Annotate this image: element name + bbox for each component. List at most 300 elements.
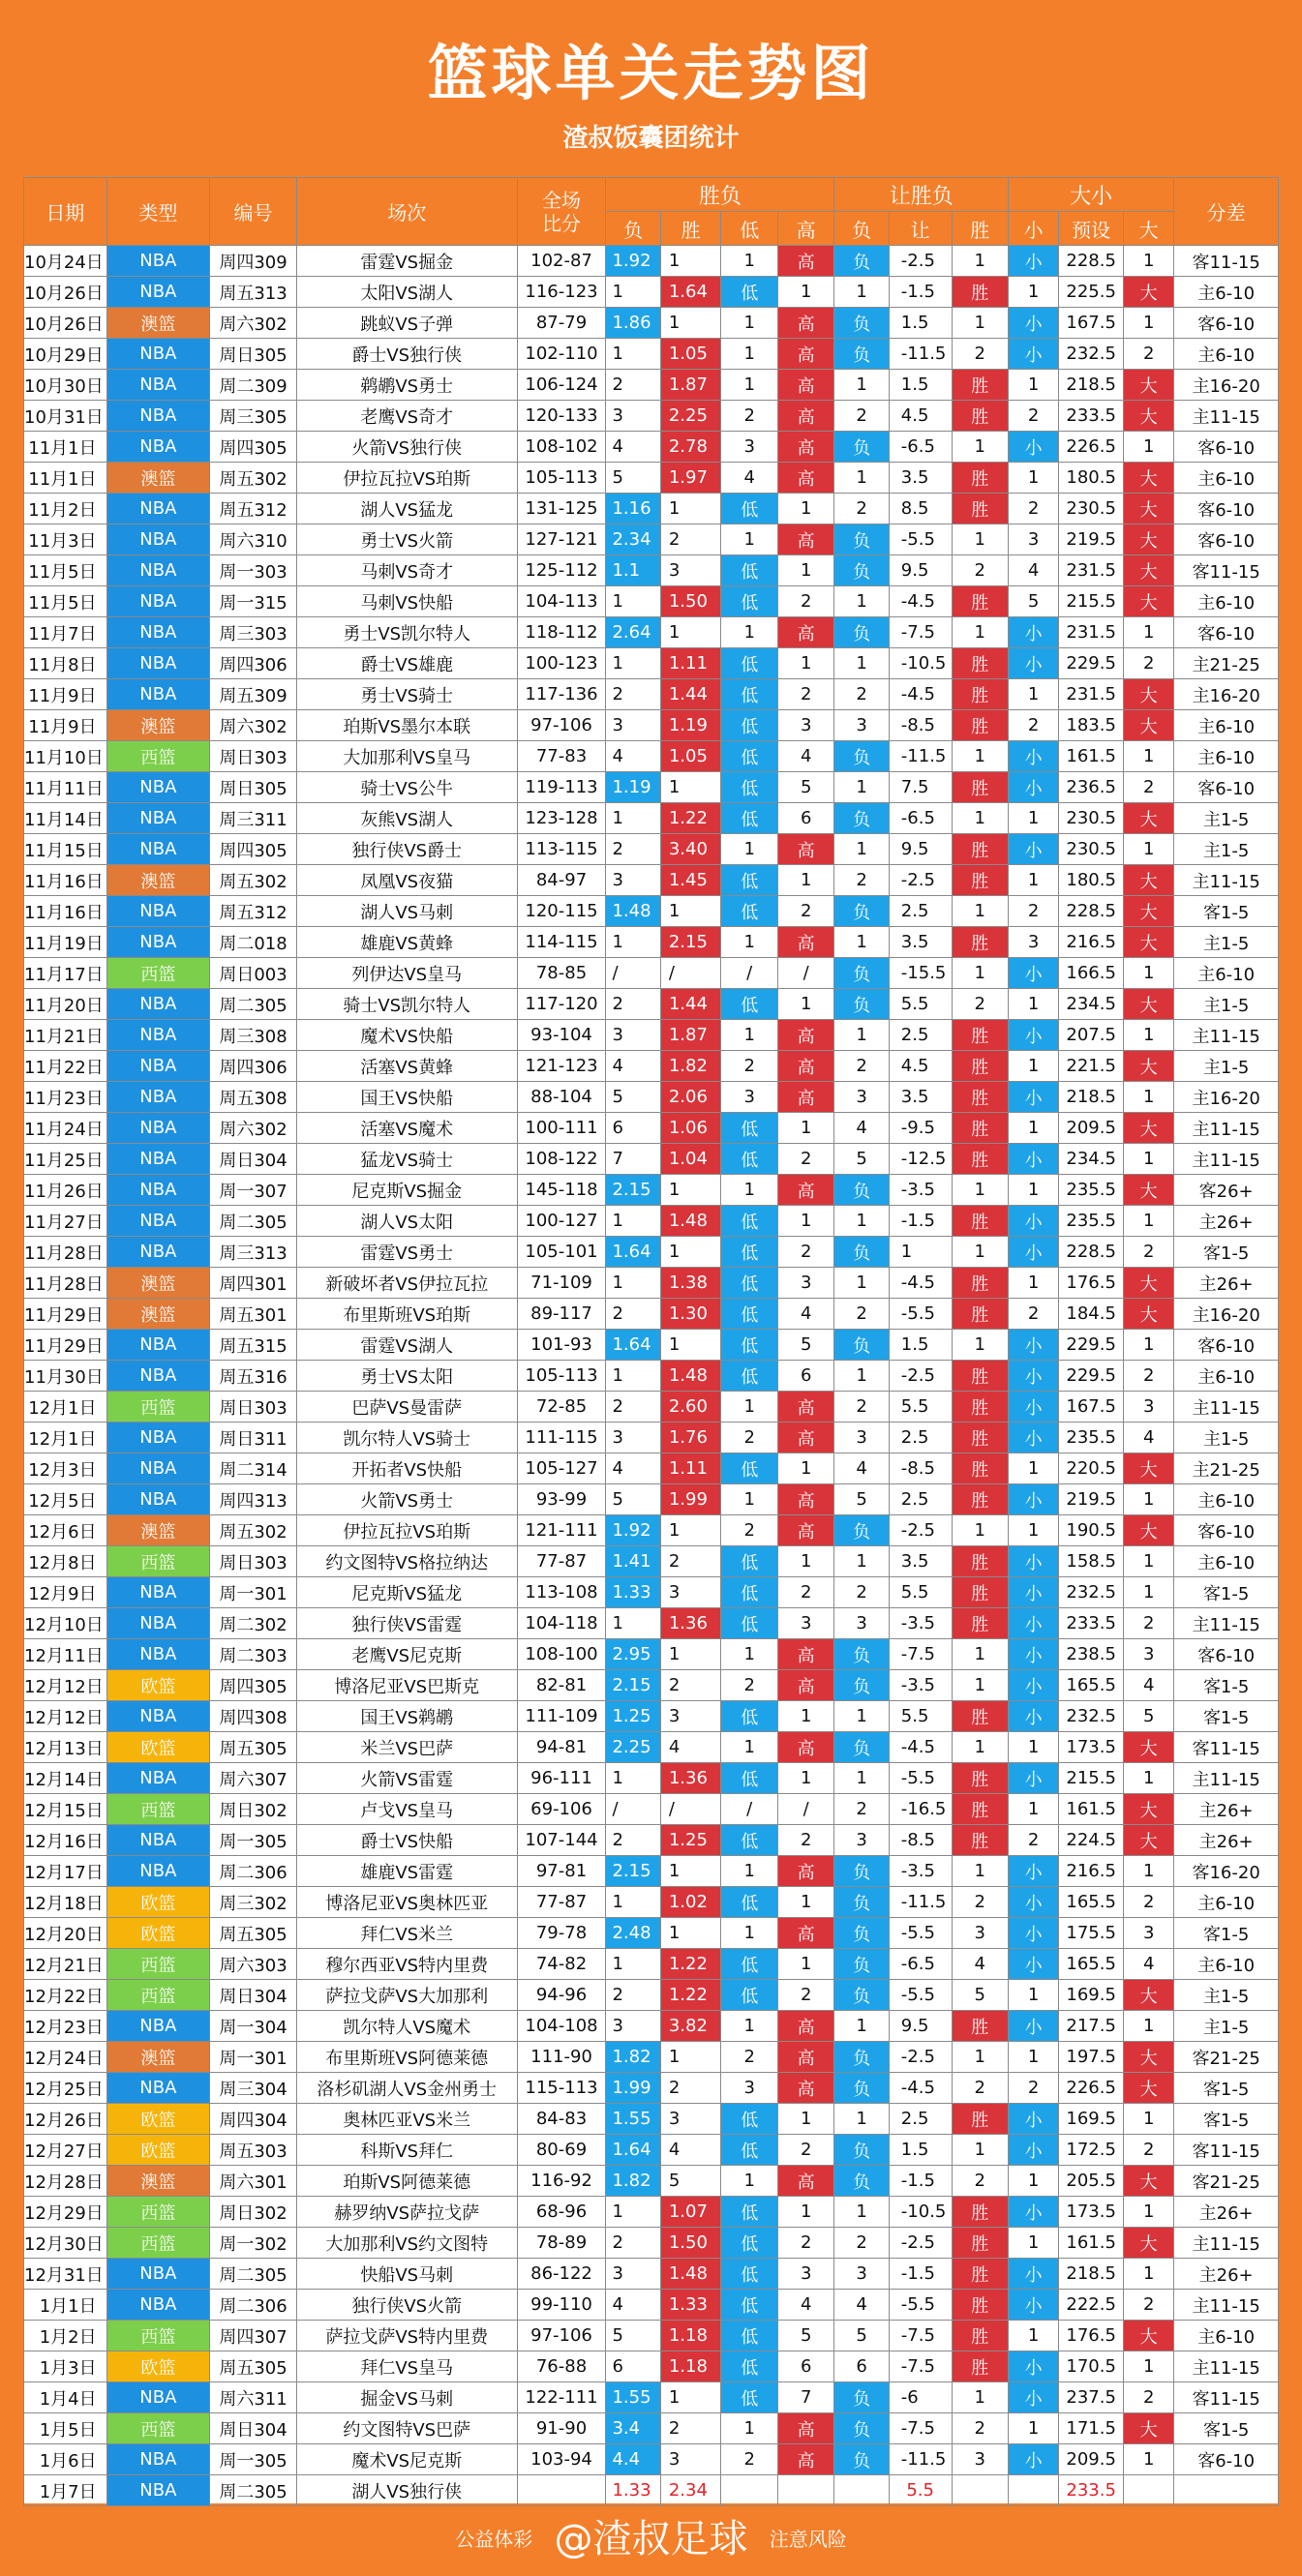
row-hcp-win: 1 xyxy=(952,803,1009,834)
row-win-high: 高 xyxy=(777,1670,833,1701)
row-win-high: 6 xyxy=(777,1361,833,1392)
row-match: 独行侠VS爵士 xyxy=(296,834,517,865)
row-type: 澳篮 xyxy=(106,463,210,494)
row-margin: 主6-10 xyxy=(1174,958,1279,989)
pending-empty-low xyxy=(721,2475,777,2506)
row-margin: 主21-25 xyxy=(1174,648,1279,679)
row-code: 周二018 xyxy=(210,927,297,958)
row-code: 周一302 xyxy=(210,2228,297,2259)
row-ou-small: 小 xyxy=(1009,2197,1059,2228)
row-win-win: 1.36 xyxy=(660,1608,721,1639)
row-code: 周四305 xyxy=(210,834,297,865)
row-margin: 主26+ xyxy=(1174,2197,1279,2228)
row-win-high: 1 xyxy=(777,1701,833,1732)
row-match: 尼克斯VS猛龙 xyxy=(296,1577,517,1608)
row-code: 周二309 xyxy=(210,370,297,401)
row-hcp-lose: 2 xyxy=(834,1794,889,1825)
row-win-high: 5 xyxy=(777,1330,833,1361)
row-ou-big: 2 xyxy=(1124,2290,1174,2321)
row-ou-big: 3 xyxy=(1124,1392,1174,1423)
row-win-high: 高 xyxy=(777,1639,833,1670)
row-win-lose: 5 xyxy=(606,2321,660,2351)
row-margin: 客26+ xyxy=(1174,1175,1279,1206)
row-ou-line: 228.5 xyxy=(1059,1237,1124,1268)
row-hcp-win: 胜 xyxy=(952,1113,1009,1144)
row-hcp-line: 1.5 xyxy=(889,308,952,339)
row-ou-line: 216.5 xyxy=(1059,927,1124,958)
row-ou-small: 小 xyxy=(1009,1546,1059,1577)
row-date: 11月1日 xyxy=(24,432,107,463)
row-date: 10月24日 xyxy=(24,246,107,277)
row-win-high: 2 xyxy=(777,2135,833,2166)
header-win-win: 胜 xyxy=(660,212,721,246)
row-hcp-win: 2 xyxy=(952,2073,1009,2104)
row-ou-line: 158.5 xyxy=(1059,1546,1124,1577)
pending-type: NBA xyxy=(106,2475,210,2506)
row-hcp-win: 胜 xyxy=(952,1144,1009,1175)
row-type: 澳篮 xyxy=(106,710,210,741)
row-hcp-lose: 负 xyxy=(834,958,889,989)
row-code: 周三303 xyxy=(210,617,297,648)
row-date: 12月8日 xyxy=(24,1546,107,1577)
row-win-low: 低 xyxy=(721,1299,777,1330)
row-ou-small: 小 xyxy=(1009,1608,1059,1639)
row-code: 周五305 xyxy=(210,1732,297,1763)
row-date: 11月28日 xyxy=(24,1237,107,1268)
row-ou-big: 5 xyxy=(1124,1701,1174,1732)
row-hcp-lose: 1 xyxy=(834,1206,889,1237)
row-win-high: 高 xyxy=(777,2073,833,2104)
row-hcp-line: 4.5 xyxy=(889,1051,952,1082)
row-match: 萨拉戈萨VS特内里费 xyxy=(296,2321,517,2351)
pending-empty-margin xyxy=(1174,2475,1279,2506)
row-code: 周四301 xyxy=(210,1268,297,1299)
row-date: 11月3日 xyxy=(24,524,107,555)
row-date: 12月10日 xyxy=(24,1608,107,1639)
table-row xyxy=(24,1392,1279,1423)
row-score: 145-118 xyxy=(517,1175,606,1206)
row-win-win: 2 xyxy=(660,524,721,555)
row-ou-big: 大 xyxy=(1124,494,1174,524)
row-hcp-line: -11.5 xyxy=(889,339,952,370)
row-hcp-line: -11.5 xyxy=(889,1887,952,1918)
row-type: 澳篮 xyxy=(106,1515,210,1546)
row-ou-small: 小 xyxy=(1009,2104,1059,2135)
row-ou-big: 2 xyxy=(1124,2382,1174,2413)
row-ou-line: 209.5 xyxy=(1059,2444,1124,2475)
row-win-low: 1 xyxy=(721,2413,777,2444)
row-hcp-win: 胜 xyxy=(952,710,1009,741)
row-ou-big: 2 xyxy=(1124,1608,1174,1639)
table-row xyxy=(24,2042,1279,2073)
row-win-low: 低 xyxy=(721,1237,777,1268)
row-code: 周三313 xyxy=(210,1237,297,1268)
row-margin: 主1-5 xyxy=(1174,989,1279,1020)
row-win-win: 1 xyxy=(660,1515,721,1546)
row-win-win: / xyxy=(660,958,721,989)
row-ou-small: 小 xyxy=(1009,1392,1059,1423)
row-type: NBA xyxy=(106,1144,210,1175)
row-hcp-win: 5 xyxy=(952,1980,1009,2011)
row-ou-small: 小 xyxy=(1009,2011,1059,2042)
row-ou-big: 大 xyxy=(1124,803,1174,834)
row-win-lose: 1.41 xyxy=(606,1546,660,1577)
row-date: 11月23日 xyxy=(24,1082,107,1113)
row-hcp-line: -2.5 xyxy=(889,2228,952,2259)
row-hcp-win: 胜 xyxy=(952,927,1009,958)
row-margin: 主6-10 xyxy=(1174,1887,1279,1918)
row-ou-small: 小 xyxy=(1009,1484,1059,1515)
row-hcp-win: 1 xyxy=(952,896,1009,927)
row-ou-line: 171.5 xyxy=(1059,2413,1124,2444)
row-match: 赫罗纳VS萨拉戈萨 xyxy=(296,2197,517,2228)
row-ou-small: 1 xyxy=(1009,463,1059,494)
row-code: 周一304 xyxy=(210,2011,297,2042)
row-hcp-win: 1 xyxy=(952,246,1009,277)
row-win-lose: 1 xyxy=(606,2197,660,2228)
row-ou-big: 大 xyxy=(1124,2413,1174,2444)
row-match: 列伊达VS皇马 xyxy=(296,958,517,989)
row-margin: 客6-10 xyxy=(1174,1639,1279,1670)
row-margin: 主11-15 xyxy=(1174,1113,1279,1144)
row-hcp-win: 2 xyxy=(952,555,1009,586)
row-ou-line: 232.5 xyxy=(1059,1577,1124,1608)
row-date: 11月16日 xyxy=(24,865,107,896)
table-row xyxy=(24,1361,1279,1392)
row-date: 11月25日 xyxy=(24,1144,107,1175)
row-type: NBA xyxy=(106,1206,210,1237)
row-ou-small: 1 xyxy=(1009,1732,1059,1763)
row-ou-small: 小 xyxy=(1009,1330,1059,1361)
row-hcp-line: -6.5 xyxy=(889,803,952,834)
row-match: 鹈鹕VS勇士 xyxy=(296,370,517,401)
row-win-high: 5 xyxy=(777,772,833,803)
row-ou-small: 5 xyxy=(1009,586,1059,617)
row-match: 珀斯VS阿德莱德 xyxy=(296,2166,517,2197)
row-hcp-lose: 1 xyxy=(834,370,889,401)
row-hcp-lose: 1 xyxy=(834,2011,889,2042)
row-hcp-line: 2.5 xyxy=(889,896,952,927)
row-ou-line: 172.5 xyxy=(1059,2135,1124,2166)
row-ou-big: 大 xyxy=(1124,370,1174,401)
row-date: 12月11日 xyxy=(24,1639,107,1670)
row-ou-small: 小 xyxy=(1009,1763,1059,1794)
row-hcp-win: 胜 xyxy=(952,1763,1009,1794)
row-win-lose: 7 xyxy=(606,1144,660,1175)
row-ou-big: 4 xyxy=(1124,1949,1174,1980)
row-date: 10月29日 xyxy=(24,339,107,370)
row-win-high: 高 xyxy=(777,1515,833,1546)
row-hcp-lose: 1 xyxy=(834,1546,889,1577)
row-ou-big: 3 xyxy=(1124,1639,1174,1670)
row-win-high: 高 xyxy=(777,1732,833,1763)
row-type: NBA xyxy=(106,246,210,277)
row-ou-small: 2 xyxy=(1009,494,1059,524)
row-date: 11月28日 xyxy=(24,1268,107,1299)
row-hcp-win: 胜 xyxy=(952,1453,1009,1484)
row-code: 周四304 xyxy=(210,2104,297,2135)
table-row xyxy=(24,2166,1279,2197)
row-margin: 客21-25 xyxy=(1174,2042,1279,2073)
row-win-high: 1 xyxy=(777,1887,833,1918)
row-match: 洛杉矶湖人VS金州勇士 xyxy=(296,2073,517,2104)
row-ou-big: 大 xyxy=(1124,1175,1174,1206)
pending-match: 湖人VS独行侠 xyxy=(296,2475,517,2506)
row-hcp-lose: 负 xyxy=(834,524,889,555)
row-win-win: 1 xyxy=(660,617,721,648)
row-match: 大加那利VS约文图特 xyxy=(296,2228,517,2259)
row-date: 11月5日 xyxy=(24,555,107,586)
row-win-high: / xyxy=(777,1794,833,1825)
row-hcp-lose: 负 xyxy=(834,617,889,648)
row-type: NBA xyxy=(106,1856,210,1887)
row-ou-small: 小 xyxy=(1009,1361,1059,1392)
row-win-lose: 2 xyxy=(606,1980,660,2011)
row-ou-small: 小 xyxy=(1009,339,1059,370)
table-row xyxy=(24,989,1279,1020)
row-match: 灰熊VS湖人 xyxy=(296,803,517,834)
row-win-high: 高 xyxy=(777,1175,833,1206)
row-date: 12月15日 xyxy=(24,1794,107,1825)
row-margin: 主26+ xyxy=(1174,1794,1279,1825)
header-win-low: 低 xyxy=(721,212,777,246)
row-hcp-lose: 负 xyxy=(834,246,889,277)
row-hcp-line: -11.5 xyxy=(889,741,952,772)
row-type: NBA xyxy=(106,1577,210,1608)
row-score: 123-128 xyxy=(517,803,606,834)
row-win-high: 高 xyxy=(777,1918,833,1949)
row-ou-small: 1 xyxy=(1009,1113,1059,1144)
row-ou-big: 大 xyxy=(1124,1515,1174,1546)
row-ou-big: 2 xyxy=(1124,772,1174,803)
table-row xyxy=(24,2413,1279,2444)
row-ou-line: 224.5 xyxy=(1059,1825,1124,1856)
row-ou-small: 小 xyxy=(1009,617,1059,648)
row-win-win: 1.18 xyxy=(660,2321,721,2351)
row-win-lose: 2.64 xyxy=(606,617,660,648)
row-score: 102-87 xyxy=(517,246,606,277)
row-win-lose: / xyxy=(606,1794,660,1825)
row-ou-line: 229.5 xyxy=(1059,1361,1124,1392)
row-hcp-line: 1 xyxy=(889,1237,952,1268)
row-ou-small: 小 xyxy=(1009,741,1059,772)
row-ou-big: 1 xyxy=(1124,834,1174,865)
row-win-lose: 1.92 xyxy=(606,246,660,277)
row-win-low: 低 xyxy=(721,803,777,834)
row-date: 1月2日 xyxy=(24,2321,107,2351)
row-win-high: 1 xyxy=(777,648,833,679)
row-win-win: 2.25 xyxy=(660,401,721,432)
row-ou-big: 1 xyxy=(1124,2197,1174,2228)
row-margin: 主11-15 xyxy=(1174,2290,1279,2321)
row-win-high: 6 xyxy=(777,803,833,834)
row-win-lose: 2.48 xyxy=(606,1918,660,1949)
row-code: 周二305 xyxy=(210,989,297,1020)
row-hcp-lose: 6 xyxy=(834,2351,889,2382)
row-hcp-win: 1 xyxy=(952,1175,1009,1206)
row-type: NBA xyxy=(106,648,210,679)
pending-empty-high xyxy=(777,2475,833,2506)
row-match: 奥林匹亚VS米兰 xyxy=(296,2104,517,2135)
row-hcp-line: -6.5 xyxy=(889,1949,952,1980)
row-win-low: 1 xyxy=(721,2166,777,2197)
row-date: 11月26日 xyxy=(24,1175,107,1206)
row-date: 12月13日 xyxy=(24,1732,107,1763)
row-match: 爵士VS独行侠 xyxy=(296,339,517,370)
row-code: 周五302 xyxy=(210,463,297,494)
row-hcp-line: 9.5 xyxy=(889,555,952,586)
row-win-high: / xyxy=(777,958,833,989)
row-date: 11月9日 xyxy=(24,679,107,710)
row-type: NBA xyxy=(106,277,210,308)
row-ou-big: 1 xyxy=(1124,2011,1174,2042)
row-hcp-lose: 1 xyxy=(834,1763,889,1794)
row-score: 68-96 xyxy=(517,2197,606,2228)
row-ou-small: 1 xyxy=(1009,370,1059,401)
row-win-lose: 1 xyxy=(606,927,660,958)
row-ou-line: 219.5 xyxy=(1059,524,1124,555)
row-code: 周五313 xyxy=(210,277,297,308)
row-win-low: 1 xyxy=(721,2011,777,2042)
row-win-lose: 3 xyxy=(606,401,660,432)
row-ou-small: 1 xyxy=(1009,1175,1059,1206)
row-hcp-lose: 2 xyxy=(834,494,889,524)
row-win-win: 1.02 xyxy=(660,1887,721,1918)
row-win-low: 1 xyxy=(721,370,777,401)
row-win-high: 高 xyxy=(777,1392,833,1423)
row-score: 116-123 xyxy=(517,277,606,308)
row-score: 79-78 xyxy=(517,1918,606,1949)
row-ou-big: 大 xyxy=(1124,2321,1174,2351)
row-win-high: 1 xyxy=(777,1949,833,1980)
row-hcp-lose: 负 xyxy=(834,2135,889,2166)
row-ou-small: 小 xyxy=(1009,308,1059,339)
row-hcp-lose: 5 xyxy=(834,1144,889,1175)
row-ou-line: 237.5 xyxy=(1059,2382,1124,2413)
row-hcp-line: 5.5 xyxy=(889,1701,952,1732)
row-hcp-lose: 1 xyxy=(834,277,889,308)
row-hcp-line: 2.5 xyxy=(889,1020,952,1051)
row-hcp-win: 3 xyxy=(952,1918,1009,1949)
row-win-win: 1.07 xyxy=(660,2197,721,2228)
row-type: NBA xyxy=(106,1825,210,1856)
row-match: 火箭VS雷霆 xyxy=(296,1763,517,1794)
row-hcp-lose: 负 xyxy=(834,1918,889,1949)
row-score: 84-97 xyxy=(517,865,606,896)
row-hcp-line: -3.5 xyxy=(889,1856,952,1887)
row-type: 西篮 xyxy=(106,1392,210,1423)
row-ou-line: 234.5 xyxy=(1059,989,1124,1020)
row-hcp-win: 2 xyxy=(952,2166,1009,2197)
row-win-win: 3 xyxy=(660,1701,721,1732)
row-win-win: 2.15 xyxy=(660,927,721,958)
row-win-win: 1 xyxy=(660,2042,721,2073)
row-type: NBA xyxy=(106,834,210,865)
row-ou-big: 1 xyxy=(1124,1330,1174,1361)
row-score: 104-118 xyxy=(517,1608,606,1639)
row-hcp-lose: 负 xyxy=(834,1330,889,1361)
row-hcp-line: 3.5 xyxy=(889,1082,952,1113)
pending-handicap: 5.5 xyxy=(889,2475,952,2506)
row-ou-line: 161.5 xyxy=(1059,2228,1124,2259)
row-date: 11月30日 xyxy=(24,1361,107,1392)
row-margin: 主6-10 xyxy=(1174,586,1279,617)
row-win-low: 低 xyxy=(721,710,777,741)
row-match: 卢戈VS皇马 xyxy=(296,1794,517,1825)
row-hcp-line: 7.5 xyxy=(889,772,952,803)
row-match: 老鹰VS奇才 xyxy=(296,401,517,432)
row-win-low: 低 xyxy=(721,1113,777,1144)
row-hcp-lose: 2 xyxy=(834,679,889,710)
row-ou-small: 小 xyxy=(1009,1639,1059,1670)
row-ou-line: 232.5 xyxy=(1059,1701,1124,1732)
row-date: 12月31日 xyxy=(24,2259,107,2290)
row-hcp-win: 胜 xyxy=(952,370,1009,401)
row-date: 11月9日 xyxy=(24,710,107,741)
row-win-high: 高 xyxy=(777,2166,833,2197)
row-type: NBA xyxy=(106,2073,210,2104)
row-match: 湖人VS马刺 xyxy=(296,896,517,927)
row-ou-small: 小 xyxy=(1009,772,1059,803)
row-win-lose: 2.34 xyxy=(606,524,660,555)
row-type: NBA xyxy=(106,370,210,401)
row-ou-line: 165.5 xyxy=(1059,1949,1124,1980)
row-hcp-line: -7.5 xyxy=(889,1639,952,1670)
row-win-win: 1.05 xyxy=(660,741,721,772)
row-hcp-line: -7.5 xyxy=(889,2351,952,2382)
row-win-low: 低 xyxy=(721,648,777,679)
row-code: 周一305 xyxy=(210,1825,297,1856)
row-win-win: 1 xyxy=(660,494,721,524)
row-ou-line: 217.5 xyxy=(1059,2011,1124,2042)
row-win-lose: 1.64 xyxy=(606,1330,660,1361)
row-score: 119-113 xyxy=(517,772,606,803)
table-row xyxy=(24,432,1279,463)
row-ou-line: 180.5 xyxy=(1059,865,1124,896)
row-ou-line: 175.5 xyxy=(1059,1918,1124,1949)
row-win-high: 1 xyxy=(777,494,833,524)
row-type: NBA xyxy=(106,989,210,1020)
row-hcp-win: 1 xyxy=(952,617,1009,648)
row-margin: 主11-15 xyxy=(1174,2228,1279,2259)
row-score: 116-92 xyxy=(517,2166,606,2197)
row-date: 11月8日 xyxy=(24,648,107,679)
row-match: 爵士VS雄鹿 xyxy=(296,648,517,679)
row-hcp-lose: 负 xyxy=(834,741,889,772)
row-win-lose: 1.92 xyxy=(606,1515,660,1546)
row-date: 12月1日 xyxy=(24,1423,107,1453)
row-type: 欧篮 xyxy=(106,1670,210,1701)
row-margin: 主11-15 xyxy=(1174,1144,1279,1175)
row-ou-big: 1 xyxy=(1124,1484,1174,1515)
row-date: 12月20日 xyxy=(24,1918,107,1949)
row-hcp-win: 1 xyxy=(952,1237,1009,1268)
row-ou-line: 235.5 xyxy=(1059,1423,1124,1453)
row-win-lose: 1.82 xyxy=(606,2042,660,2073)
row-date: 11月15日 xyxy=(24,834,107,865)
row-ou-big: 1 xyxy=(1124,1206,1174,1237)
row-ou-line: 161.5 xyxy=(1059,1794,1124,1825)
row-ou-big: 1 xyxy=(1124,1082,1174,1113)
row-type: NBA xyxy=(106,339,210,370)
row-type: NBA xyxy=(106,401,210,432)
row-ou-big: 大 xyxy=(1124,1732,1174,1763)
row-code: 周三308 xyxy=(210,1020,297,1051)
row-code: 周日302 xyxy=(210,1794,297,1825)
table-row xyxy=(24,401,1279,432)
row-win-lose: 4 xyxy=(606,741,660,772)
row-hcp-line: 8.5 xyxy=(889,494,952,524)
